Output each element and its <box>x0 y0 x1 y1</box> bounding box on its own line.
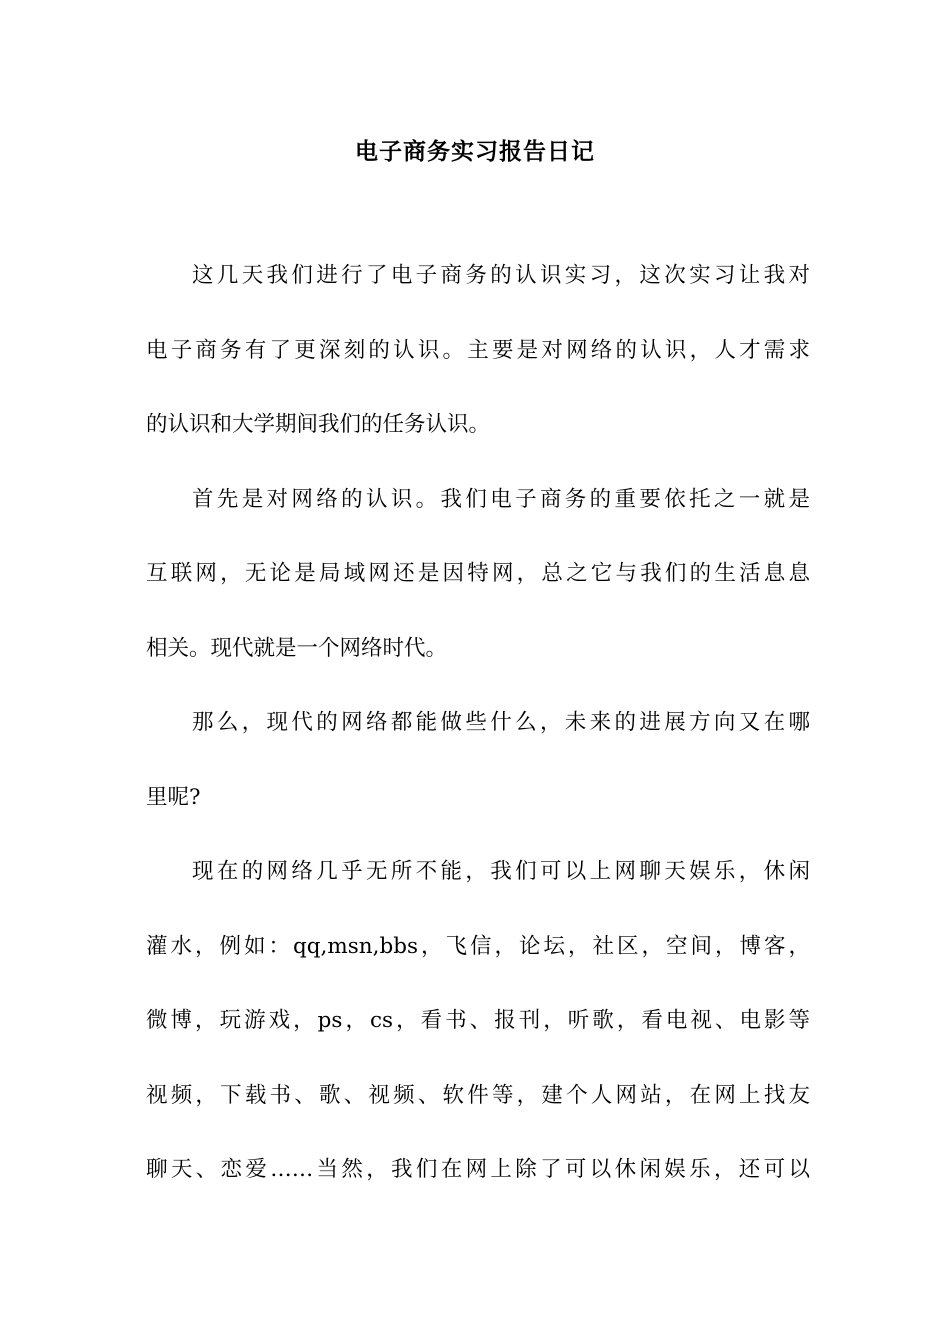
paragraph-2-line-1: 首先是对网络的认识。我们电子商务的重要依托之一就是 <box>192 486 810 512</box>
document-body <box>146 256 810 1225</box>
paragraph-4-line-4: 视频，下载书、歌、视频、软件等，建个人网站，在网上找友 <box>146 1082 810 1108</box>
paragraph-1-line-3: 的认识和大学期间我们的任务认识。 <box>146 412 491 437</box>
paragraph-4-line-1: 现在的网络几乎无所不能，我们可以上网聊天娱乐，休闲 <box>192 859 810 884</box>
paragraph-1-line-2: 电子商务有了更深刻的认识。主要是对网络的认识，人才需求 <box>146 337 810 363</box>
paragraph-3-line-2: 里呢? <box>146 784 201 810</box>
paragraph-2-line-2: 互联网，无论是局域网还是因特网，总之它与我们的生活息息 <box>146 561 810 586</box>
paragraph-1-line-1: 这几天我们进行了电子商务的认识实习，这次实习让我对 <box>192 263 810 288</box>
paragraph-3-line-1: 那么，现代的网络都能做些什么，未来的进展方向又在哪 <box>192 710 810 735</box>
paragraph-4-line-3: 微博，玩游戏，ps，cs，看书、报刊，听歌，看电视、电影等 <box>146 1008 810 1033</box>
document-title: 电子商务实习报告日记 <box>355 138 595 165</box>
paragraph-4-line-5: 聊天、恋爱……当然，我们在网上除了可以休闲娱乐，还可以 <box>146 1157 810 1182</box>
paragraph-2-line-3: 相关。现代就是一个网络时代。 <box>146 635 448 661</box>
paragraph-4-line-2: 灌水，例如：qq,msn,bbs，飞信，论坛，社区，空间，博客， <box>146 933 810 959</box>
